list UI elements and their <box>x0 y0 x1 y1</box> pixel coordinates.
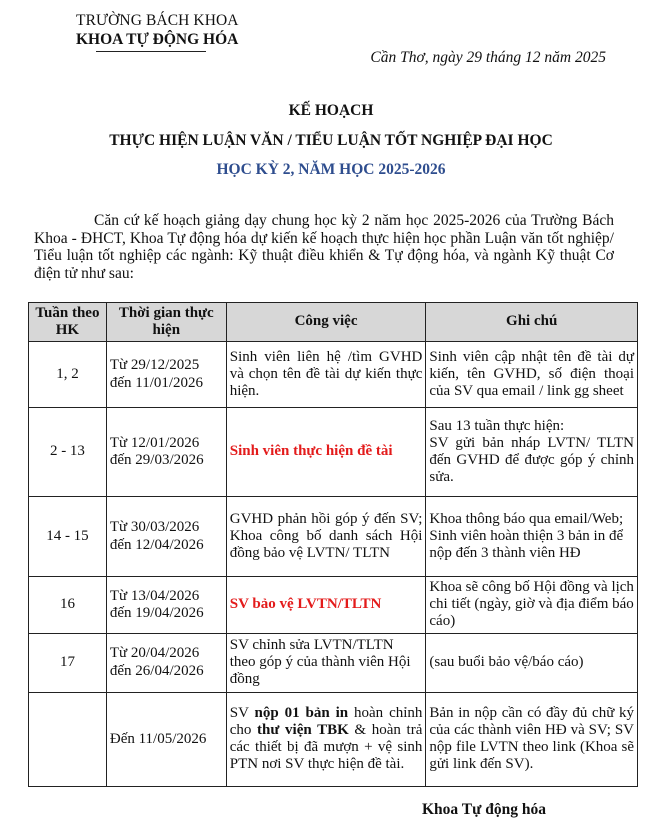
note-line: Khoa thông báo qua email/Web; <box>429 510 624 527</box>
signature-faculty: Khoa Tự động hóa <box>422 801 547 818</box>
task-highlight: SV bảo vệ LVTN/TLTN <box>229 596 382 613</box>
faculty-name: KHOA TỰ ĐỘNG HÓA <box>76 31 239 48</box>
intro-paragraph: Căn cứ kế hoạch giảng dạy chung học kỳ 2 năm học 2025-2026 của Trường Bách Khoa - ĐHCT, Khoa Tự động hóa dự kiến kế hoạch thực hiện học phần Luận văn tốt nghiệp/ Tiểu luận tốt nghiệp các ngành: Kỹ thuật điều khiển & Tự động hóa, và ngành Kỹ thuật Cơ điện tử như sau: <box>34 212 614 282</box>
note-cell <box>426 408 638 497</box>
table-row <box>29 692 638 786</box>
time-cell <box>106 633 226 692</box>
task-cell <box>226 408 426 497</box>
task-cell: Sinh viên liên hệ /tìm GVHD và chọn tên đề tài dự kiến thực hiện. <box>226 342 426 408</box>
week-cell: 1, 2 <box>29 342 107 408</box>
time-end: đến 26/04/2026 <box>109 662 204 679</box>
task-cell <box>226 577 426 634</box>
dateline: Cần Thơ, ngày 29 tháng 12 năm 2025 <box>370 49 606 66</box>
time-start: Từ 29/12/2025 <box>109 357 200 374</box>
semester-title: HỌC KỲ 2, NĂM HỌC 2025-2026 <box>216 161 446 178</box>
week-cell <box>29 692 107 786</box>
time-end: đến 19/04/2026 <box>109 604 204 621</box>
school-name: TRƯỜNG BÁCH KHOA <box>76 12 239 29</box>
time-end: đến 29/03/2026 <box>109 452 204 468</box>
time-start: Từ 30/03/2026 <box>109 519 200 536</box>
time-start: Từ 20/04/2026 <box>109 645 200 662</box>
time-cell <box>106 577 226 634</box>
task-bold: thư viện TBK <box>257 721 349 738</box>
col-header-week: Tuần theo HK <box>29 303 107 342</box>
task-bold: nộp 01 bản in <box>254 704 349 721</box>
doc-subtitle: THỰC HIỆN LUẬN VĂN / TIỂU LUẬN TỐT NGHIỆP ĐẠI HỌC <box>109 132 553 149</box>
week-cell: 16 <box>29 577 107 634</box>
task-cell: GVHD phản hồi góp ý đến SV; Khoa công bố danh sách Hội đồng bảo vệ LVTN/ TLTN <box>226 497 426 577</box>
table-row <box>29 633 638 692</box>
week-cell: 17 <box>29 633 107 692</box>
time-cell: Đến 11/05/2026 <box>106 692 226 786</box>
time-cell <box>106 342 226 408</box>
task-cell <box>226 692 426 786</box>
week-cell: 14 - 15 <box>29 497 107 577</box>
col-header-task: Công việc <box>226 303 426 342</box>
task-text: SV <box>229 704 255 721</box>
week-cell: 2 - 13 <box>29 408 107 497</box>
note-cell: Bản in nộp cần có đầy đủ chữ ký của các thành viên HĐ và SV; SV nộp file LVTN theo link (Khoa sẽ gửi link đến SV). <box>426 692 638 786</box>
header-underline <box>96 51 206 52</box>
time-start: Từ 13/04/2026 <box>109 587 200 604</box>
time-end: đến 11/01/2026 <box>109 374 204 391</box>
time-start: Từ 12/01/2026 <box>109 434 200 451</box>
note-line: SV gửi bản nháp LVTN/ TLTN đến GVHD để được góp ý chỉnh sửa. <box>429 434 634 486</box>
note-line: Sinh viên hoàn thiện 3 bản in để nộp đến 3 thành viên HĐ <box>429 527 624 562</box>
schedule-table <box>28 302 638 787</box>
table-row <box>29 408 638 497</box>
table-row <box>29 497 638 577</box>
col-header-note: Ghi chú <box>426 303 638 342</box>
col-header-time: Thời gian thực hiện <box>106 303 226 342</box>
time-cell <box>106 497 226 577</box>
doc-title: KẾ HOẠCH <box>288 102 374 119</box>
note-cell <box>426 497 638 577</box>
note-cell: Khoa sẽ công bố Hội đồng và lịch chi tiết (ngày, giờ và địa điểm báo cáo) <box>426 577 638 634</box>
time-end: đến 12/04/2026 <box>109 536 204 553</box>
note-cell: (sau buổi bảo vệ/báo cáo) <box>426 633 638 692</box>
task-highlight: Sinh viên thực hiện đề tài <box>229 443 393 460</box>
task-text: & hoàn trả các thiết bị đã mượn + vệ sinh PTN nơi SV thực hiện đề tài. <box>229 721 423 773</box>
time-cell <box>106 408 226 497</box>
table-row <box>29 577 638 634</box>
task-cell: SV chỉnh sửa LVTN/TLTN theo góp ý của thành viên Hội đồng <box>226 633 426 692</box>
note-line: Sau 13 tuần thực hiện: <box>429 417 565 434</box>
note-cell: Sinh viên cập nhật tên đề tài dự kiến, tên GVHD, số điện thoại của SV qua email / link gg sheet <box>426 342 638 408</box>
task-text: hoàn chỉnh cho <box>229 704 423 738</box>
table-row <box>29 342 638 408</box>
table-header-row <box>29 303 638 342</box>
